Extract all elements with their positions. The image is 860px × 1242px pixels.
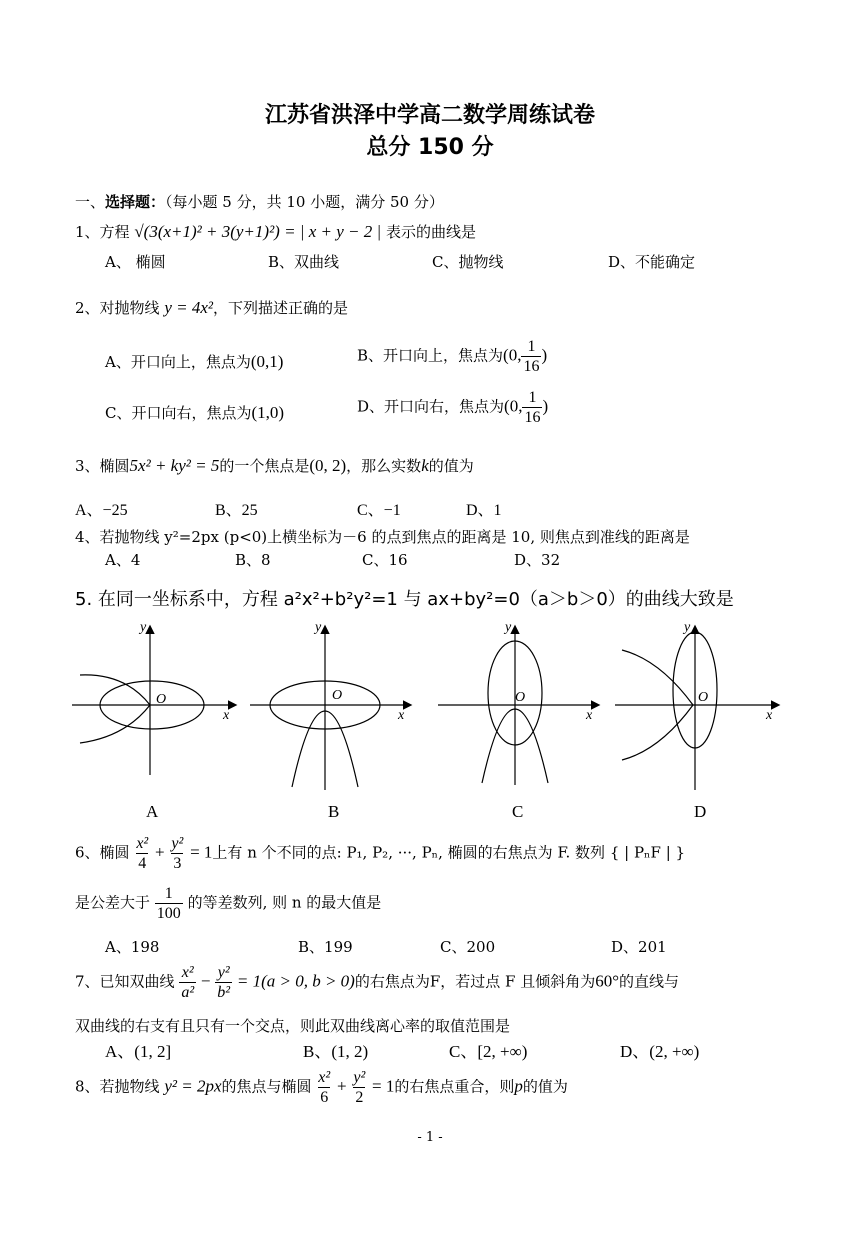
q3-option-a: A、−25 bbox=[75, 502, 128, 519]
graph-c-x-label: x bbox=[586, 708, 593, 723]
question-2: 2、对抛物线 y = 4x²，下列描述正确的是 bbox=[75, 298, 349, 317]
q1-option-b: B、双曲线 bbox=[268, 253, 340, 271]
graph-c-origin: O bbox=[515, 690, 526, 705]
question-6-line2: 是公差大于 $\frac{1}{100}$ 的等差数列, 则 n 的最大值是 bbox=[75, 885, 382, 922]
q1-option-a: A、 椭圆 bbox=[105, 253, 166, 271]
question-7-line2: 双曲线的右支有且只有一个交点，则此双曲线离心率的取值范围是 bbox=[75, 1017, 511, 1035]
question-6: 6、椭圆 $\frac{\text{x²}}{4}$ + $\frac{\text{y²}}{3}$ = 1上有 n 个不同的点: P₁, P₂, ···, Pₙ, 椭圆的右焦点为 F. 数列 { | PₙF | } bbox=[75, 835, 686, 872]
graph-b-label: B bbox=[328, 802, 340, 821]
q2-option-c: C、开口向右，焦点为(1,0) bbox=[105, 403, 285, 422]
q3-option-c: C、−1 bbox=[357, 502, 401, 519]
question-8: 8、若抛物线 y² = 2px的焦点与椭圆 $\frac{\text{x²}}{6}$ + $\frac{\text{y²}}{2}$ = 1的右焦点重合，则p的值为 bbox=[75, 1069, 568, 1106]
graph-d-x-label: x bbox=[766, 708, 773, 723]
q7-option-c: C、[2, +∞) bbox=[449, 1042, 528, 1061]
q2-option-d: D、开口向右，焦点为(0, $\frac{1}{16}$ ) bbox=[357, 389, 549, 426]
question-1: 1、方程 √(3(x+1)² + 3(y+1)²) = | x + y − 2 | 表示的曲线是 bbox=[75, 222, 476, 241]
graph-a-y-label: y bbox=[140, 620, 147, 635]
graph-d-origin: O bbox=[698, 690, 709, 705]
exam-title: 江苏省洪泽中学高二数学周练试卷 bbox=[264, 103, 595, 128]
q1-option-d: D、不能确定 bbox=[608, 253, 696, 271]
q1-formula: √(3(x+1)² + 3(y+1)²) = | x + y − 2 | bbox=[134, 222, 382, 241]
q5-graphs bbox=[60, 615, 790, 825]
q6-option-c: C、200 bbox=[440, 938, 496, 956]
graph-b-y-label: y bbox=[315, 620, 322, 635]
q3-option-d: D、1 bbox=[466, 502, 502, 519]
q4-option-d: D、32 bbox=[514, 551, 561, 569]
graph-c-y-label: y bbox=[505, 620, 512, 635]
q6-option-b: B、199 bbox=[298, 938, 353, 956]
question-7: 7、已知双曲线 $\frac{\text{x²}}{\text{a²}}$ − $\frac{\text{y²}}{\text{b²}}$ = 1(a > 0, b > 0)的右焦点为F，若过点 F 且倾斜角为60°的直线与 bbox=[75, 964, 680, 1001]
question-4: 4、若抛物线 y²=2px (p<0)上横坐标为－6 的点到焦点的距离是 10, 则焦点到准线的距离是 bbox=[75, 528, 690, 546]
graph-d-y-label: y bbox=[684, 620, 691, 635]
page-number: - 1 - bbox=[417, 1130, 443, 1145]
q7-option-b: B、(1, 2) bbox=[303, 1042, 369, 1061]
graph-d bbox=[615, 627, 778, 790]
graph-b-origin: O bbox=[332, 688, 343, 703]
graph-a-x-label: x bbox=[223, 708, 230, 723]
q4-option-a: A、4 bbox=[105, 551, 141, 569]
section-heading-bold: 选择题： bbox=[105, 193, 166, 211]
q1-option-c: C、抛物线 bbox=[432, 253, 504, 271]
q4-option-b: B、8 bbox=[235, 551, 271, 569]
q6-option-d: D、201 bbox=[611, 938, 667, 956]
graph-a-origin: O bbox=[156, 692, 167, 707]
question-3: 3、椭圆5x² + ky² = 5的一个焦点是(0, 2)，那么实数k的值为 bbox=[75, 456, 474, 475]
graph-b bbox=[250, 627, 410, 790]
graph-a-label: A bbox=[146, 802, 159, 821]
q4-option-c: C、16 bbox=[362, 551, 408, 569]
question-5: 5. 在同一坐标系中，方程 a²x²+b²y²=1 与 ax+by²=0（a＞b＞0）的曲线大致是 bbox=[75, 589, 734, 610]
graph-c bbox=[438, 627, 598, 785]
graph-c-label: C bbox=[512, 802, 524, 821]
q2-formula: y = 4x² bbox=[164, 298, 213, 317]
graph-b-x-label: x bbox=[398, 708, 405, 723]
total-score: 总分 150 分 bbox=[366, 135, 494, 160]
q2-option-a: A、开口向上，焦点为(0,1) bbox=[105, 352, 284, 371]
q7-option-d: D、(2, +∞) bbox=[620, 1042, 700, 1061]
q7-option-a: A、(1, 2] bbox=[105, 1042, 172, 1061]
graph-a bbox=[72, 627, 235, 775]
section-heading: 一、选择题：（每小题 5 分，共 10 小题，满分 50 分） bbox=[75, 193, 444, 211]
q6-option-a: A、198 bbox=[105, 938, 160, 956]
q3-option-b: B、25 bbox=[215, 502, 258, 519]
graph-d-label: D bbox=[694, 802, 707, 821]
q2-option-b: B、开口向上，焦点为(0, $\frac{1}{16}$ ) bbox=[357, 338, 548, 375]
